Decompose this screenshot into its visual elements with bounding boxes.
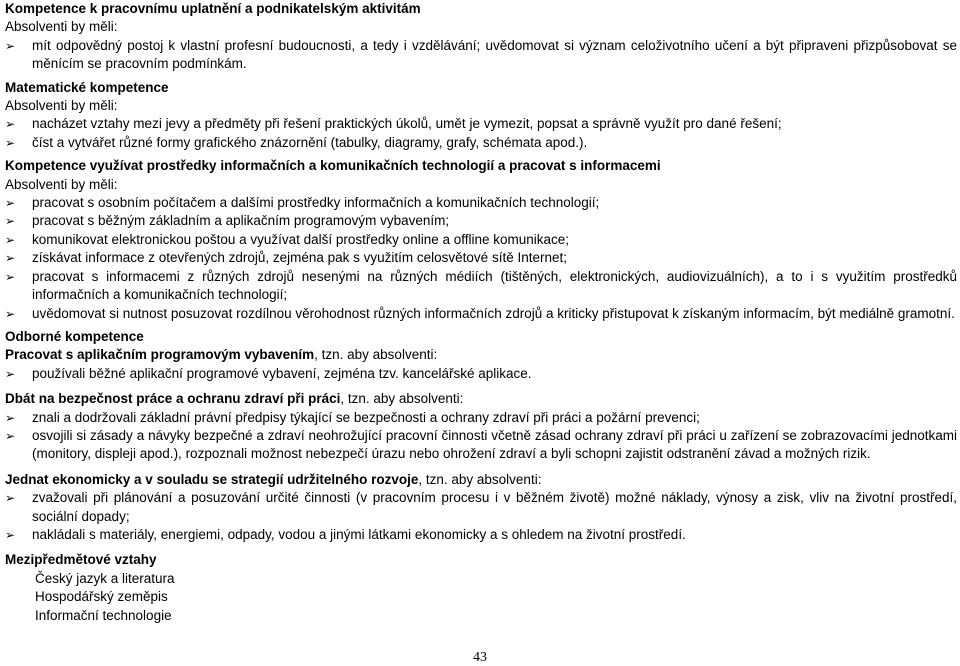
subsection-heading: Jednat ekonomicky a v souladu se strategií udržitelného rozvoje, tzn. aby absolventi: — [5, 471, 542, 487]
arrow-bullet-icon: ➢ — [5, 306, 16, 321]
arrow-bullet-icon: ➢ — [5, 232, 16, 247]
list-item: ➢ uvědomovat si nutnost posuzovat rozdílnou věrohodnost různých informačních zdrojů a kriticky přistupovat k získaným informacím, být mediálně gramotní. — [5, 305, 957, 323]
page-number: 43 — [473, 650, 487, 665]
arrow-bullet-icon: ➢ — [5, 269, 16, 284]
list-item: ➢ mít odpovědný postoj k vlastní profesní budoucnosti, a tedy i vzdělávání; uvědomovat si význam celoživotního učení a být připraveni přizpůsobovat se měnícím se pracovním podmínkám. — [5, 37, 957, 72]
arrow-bullet-icon: ➢ — [5, 491, 16, 506]
list-item: Hospodářský zeměpis — [35, 589, 168, 605]
section-heading: Kompetence využívat prostředky informačních a komunikačních technologií a pracovat s informacemi — [5, 158, 661, 174]
arrow-bullet-icon: ➢ — [5, 410, 16, 425]
section-intro: Absolventi by měli: — [5, 176, 118, 192]
section-intro: Absolventi by měli: — [5, 19, 118, 35]
list-item: ➢ používali běžné aplikační programové vybavení, zejména tzv. kancelářské aplikace. — [5, 365, 957, 383]
arrow-bullet-icon: ➢ — [5, 428, 16, 443]
section-heading: Odborné kompetence — [5, 328, 144, 344]
section-heading: Matematické kompetence — [5, 79, 169, 95]
arrow-bullet-icon: ➢ — [5, 117, 16, 132]
arrow-bullet-icon: ➢ — [5, 38, 16, 53]
arrow-bullet-icon: ➢ — [5, 366, 16, 381]
arrow-bullet-icon: ➢ — [5, 251, 16, 266]
list-item: Český jazyk a literatura — [35, 570, 175, 586]
document-page — [5, 0, 957, 625]
list-item: ➢ pracovat s běžným základním a aplikačním programovým vybavením; — [5, 212, 957, 230]
arrow-bullet-icon: ➢ — [5, 214, 16, 229]
list-item: ➢ pracovat s osobním počítačem a dalšími prostředky informačních a komunikačních technologií; — [5, 194, 957, 212]
arrow-bullet-icon: ➢ — [5, 527, 16, 542]
section-intro: Absolventi by měli: — [5, 98, 118, 114]
list-item: ➢ nakládali s materiály, energiemi, odpady, vodou a jinými látkami ekonomicky a s ohledem na životní prostředí. — [5, 526, 957, 544]
section-heading: Mezipředmětové vztahy — [5, 552, 157, 568]
arrow-bullet-icon: ➢ — [5, 196, 16, 211]
section-heading: Kompetence k pracovnímu uplatnění a podnikatelským aktivitám — [5, 1, 421, 16]
list-item: ➢ znali a dodržovali základní právní předpisy týkající se bezpečnosti a ochrany zdraví při práci a požární prevenci; — [5, 409, 957, 427]
list-item: ➢ zvažovali při plánování a posuzování určité činnosti (v pracovním procesu i v běžném životě) možné náklady, výnosy a zisk, vliv na životní prostředí, sociální dopady; — [5, 490, 957, 524]
arrow-bullet-icon: ➢ — [5, 135, 16, 150]
list-item: ➢ osvojili si zásady a návyky bezpečné a zdraví neohrožující pracovní činnosti včetně zásad ochrany zdraví při práci u zařízení se zobrazovacími jednotkami (monitory, displeji apod.), rozpoznali možnost nebezpečí úrazu nebo ohrožení zdraví a byli schopni zajistit odstranění závad a možných rizik. — [5, 427, 957, 462]
list-item: ➢ nacházet vztahy mezi jevy a předměty při řešení praktických úkolů, umět je vymezit, popsat a správně využít pro dané řešení; — [5, 115, 957, 133]
list-item: ➢ číst a vytvářet různé formy grafického znázornění (tabulky, diagramy, grafy, schémata apod.). — [5, 134, 957, 152]
list-item: Informační technologie — [35, 607, 172, 623]
list-item: ➢ získávat informace z otevřených zdrojů, zejména pak s využitím celosvětové sítě Internet; — [5, 249, 957, 267]
subsection-heading: Dbát na bezpečnost práce a ochranu zdraví při práci, tzn. aby absolventi: — [5, 391, 464, 407]
subsection-heading: Pracovat s aplikačním programovým vybavením, tzn. aby absolventi: — [5, 347, 438, 363]
list-item: ➢ pracovat s informacemi z různých zdrojů nesenými na různých médiích (tištěných, elektronických, audiovizuálních), a to i s využitím prostředků informačních a komunikačních technologií; — [5, 268, 957, 303]
list-item: ➢ komunikovat elektronickou poštou a využívat další prostředky online a offline komunikace; — [5, 231, 957, 249]
